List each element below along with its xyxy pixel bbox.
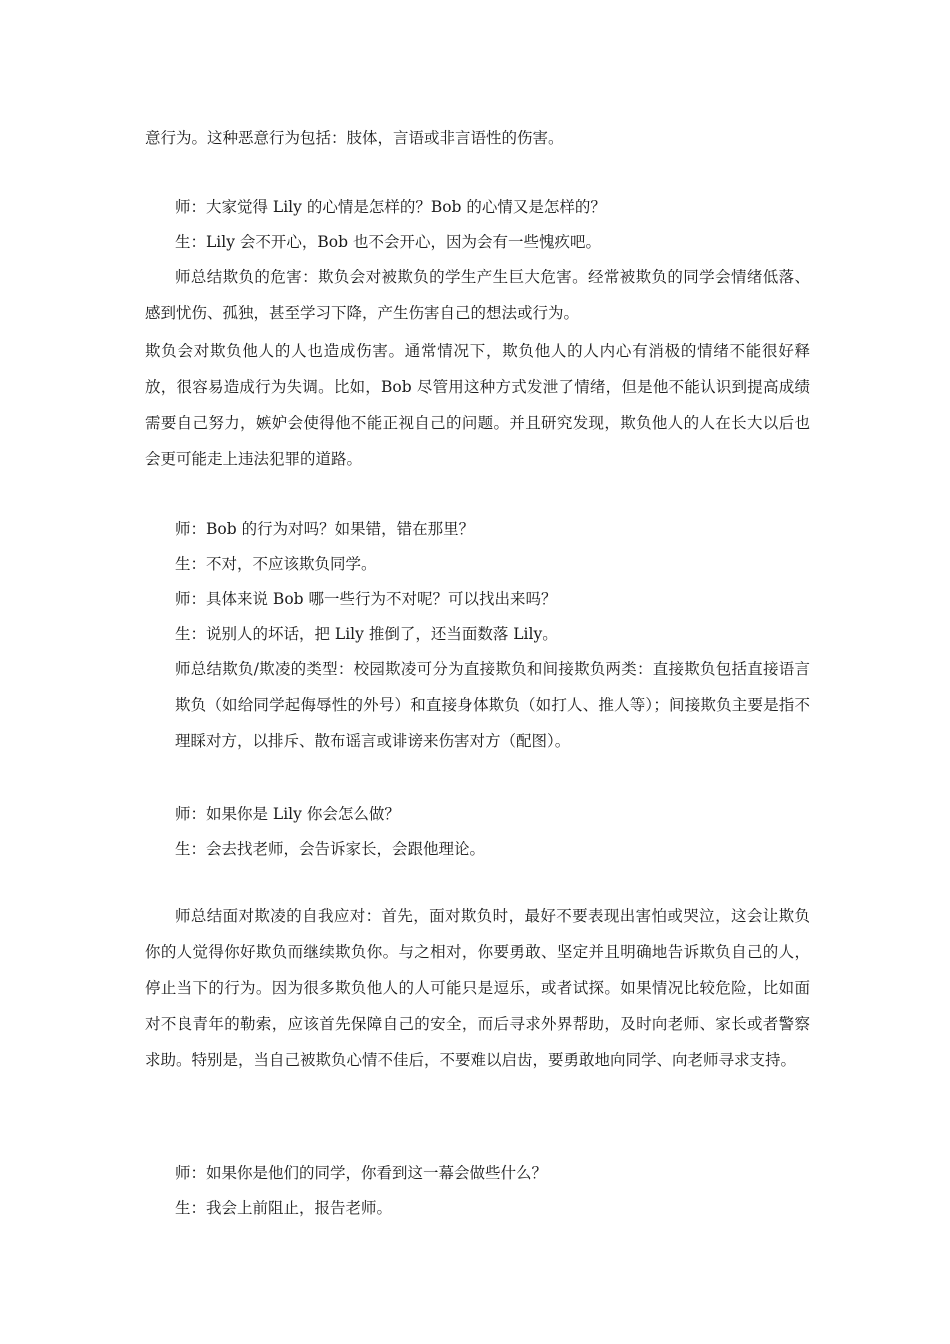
paragraph-malicious-behavior: 意行为。这种恶意行为包括：肢体，言语或非言语性的伤害。 (145, 129, 564, 147)
teacher-question-classmates: 师：如果你是他们的同学，你看到这一幕会做些什么？ (175, 1164, 548, 1182)
student-answer-if-lily: 生：会去找老师，会告诉家长，会跟他理论。 (175, 840, 486, 858)
teacher-summary-self-response: 师总结面对欺凌的自我应对：首先，面对欺负时，最好不要表现出害怕或哭泣，这会让欺负你的人觉得你好欺负而继续欺负你。与之相对，你要勇敢、坚定并且明确地告诉欺负自己的人，停止当下的行为。因为很多欺负他人的人可能只是逗乐，或者试探。如果情况比较危险，比如面对不良青年的勒索，应该首先保障自己的安全，而后寻求外界帮助，及时向老师、家长或者警察求助。特别是，当自己被欺负心情不佳后，不要难以启齿，要勇敢地向同学、向老师寻求支持。 (145, 907, 810, 1069)
student-answer-classmates: 生：我会上前阻止，报告老师。 (175, 1199, 393, 1217)
teacher-question-feelings: 师：大家觉得 Lily 的心情是怎样的？Bob 的心情又是怎样的？ (175, 198, 606, 216)
student-answer-wrong: 生：不对，不应该欺负同学。 (175, 555, 377, 573)
student-answer-specific: 生：说别人的坏话，把 Lily 推倒了，还当面数落 Lily。 (175, 625, 558, 643)
paragraph-harm-to-bully: 欺负会对欺负他人的人也造成伤害。通常情况下，欺负他人的人内心有消极的情绪不能很好释放，很容易造成行为失调。比如，Bob 尽管用这种方式发泄了情绪，但是他不能认识到提高成绩需要自己努力，嫉妒会使得他不能正视自己的问题。并且研究发现，欺负他人的人在长大以后也会更可能走上违法犯罪的道路。 (145, 342, 810, 468)
teacher-summary-harm: 师总结欺负的危害：欺负会对被欺负的学生产生巨大危害。经常被欺负的同学会情绪低落、感到忧伤、孤独，甚至学习下降，产生伤害自己的想法或行为。 (145, 268, 810, 322)
student-answer-feelings: 生：Lily 会不开心，Bob 也不会开心，因为会有一些愧疚吧。 (175, 233, 601, 251)
teacher-question-specific: 师：具体来说 Bob 哪一些行为不对呢？可以找出来吗？ (175, 590, 557, 608)
teacher-question-right-wrong: 师：Bob 的行为对吗？如果错，错在那里？ (175, 520, 475, 538)
teacher-question-if-lily: 师：如果你是 Lily 你会怎么做？ (175, 805, 400, 823)
teacher-summary-types: 师总结欺负/欺凌的类型：校园欺凌可分为直接欺负和间接欺负两类：直接欺负包括直接语言欺负（如给同学起侮辱性的外号）和直接身体欺负（如打人、推人等）；间接欺负主要是指不理睬对方，以排斥、散布谣言或诽谤来伤害对方（配图）。 (175, 660, 810, 750)
